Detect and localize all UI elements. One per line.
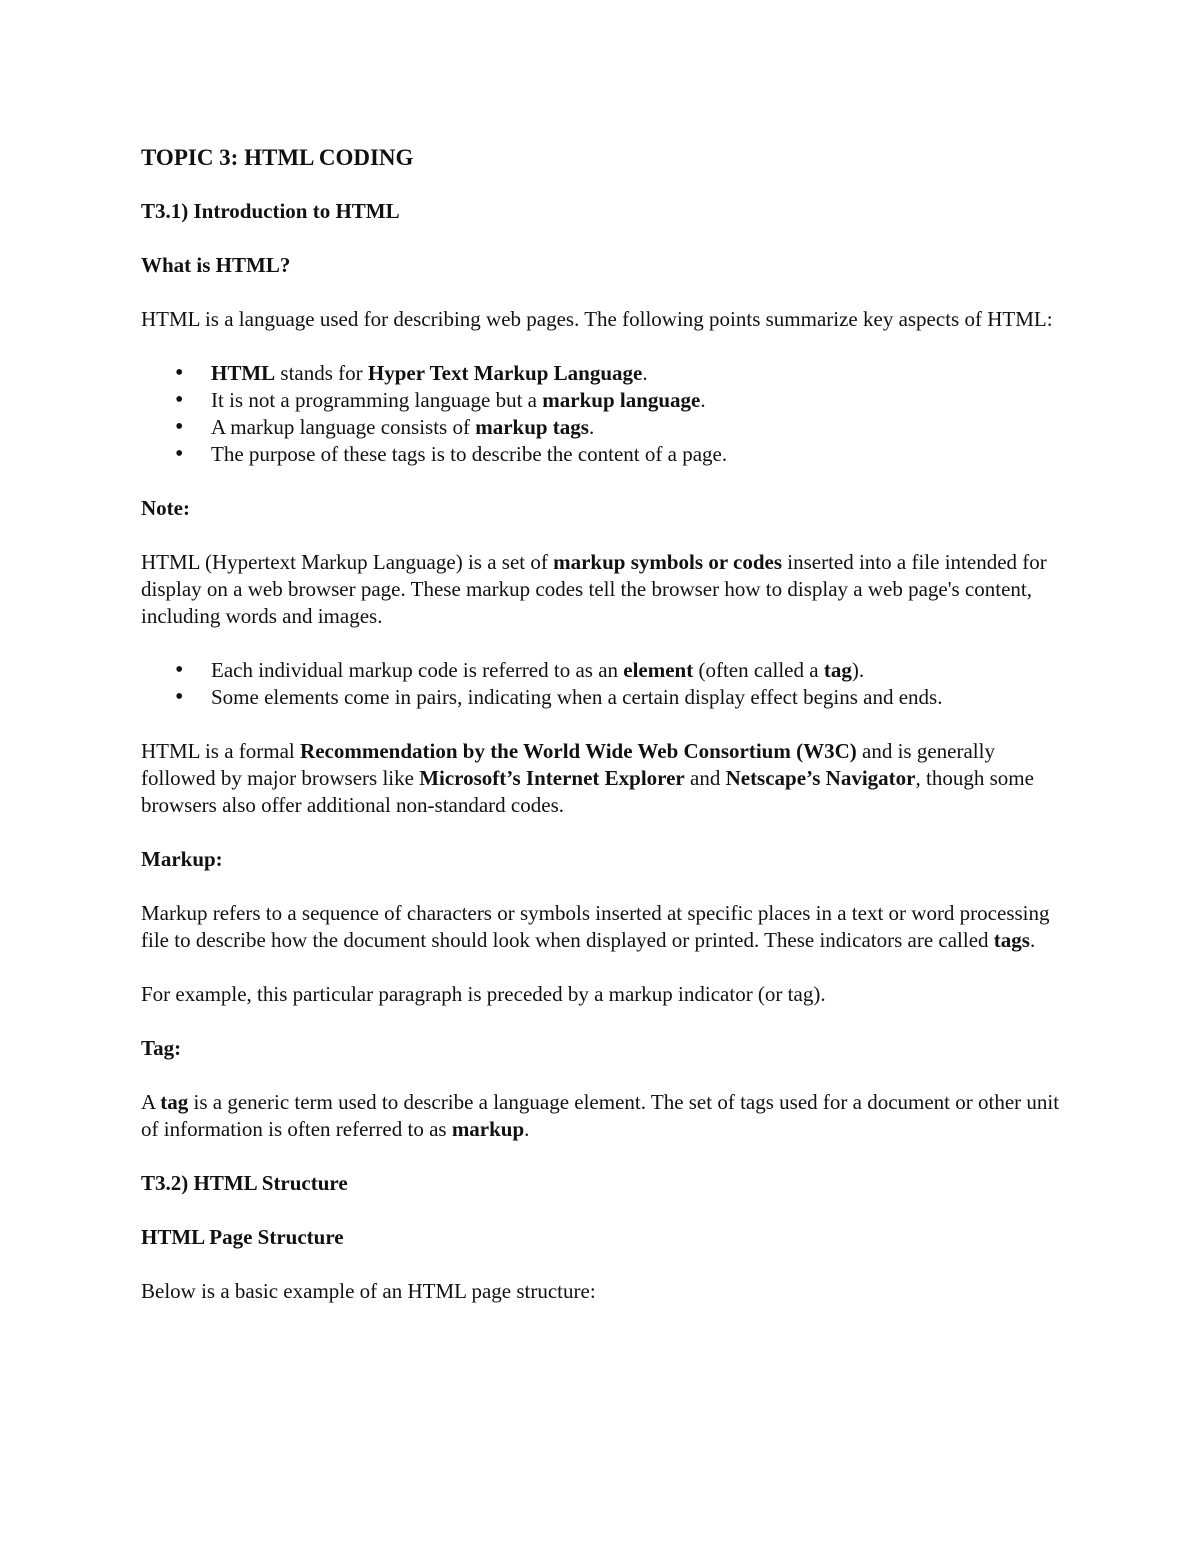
- section-heading-structure: T3.2) HTML Structure: [141, 1171, 348, 1195]
- intro-paragraph: HTML is a language used for describing web pages. The following points summarize key aspects of HTML:: [141, 307, 1053, 331]
- note-paragraph: HTML (Hypertext Markup Language) is a set of markup symbols or codes inserted into a file intended for display on a web browser page. These markup codes tell the browser how to display a web page's content, including words and images.: [141, 550, 1047, 628]
- html-facts-list: [141, 360, 1060, 468]
- subheading-tag: Tag:: [141, 1036, 182, 1060]
- list-item: • A markup language consists of markup tags.: [211, 414, 1060, 441]
- list-item: • Each individual markup code is referred to as an element (often called a tag).: [211, 657, 1060, 684]
- note-list: [141, 657, 1060, 711]
- subheading-note: Note:: [141, 496, 190, 520]
- subheading-what-is-html: What is HTML?: [141, 253, 291, 277]
- markup-paragraph: Markup refers to a sequence of characters or symbols inserted at specific places in a text or word processing file to describe how the document should look when displayed or printed. These indicators are called tags.: [141, 901, 1050, 952]
- subheading-markup: Markup:: [141, 847, 223, 871]
- w3c-paragraph: HTML is a formal Recommendation by the World Wide Web Consortium (W3C) and is generally followed by major browsers like Microsoft’s Internet Explorer and Netscape’s Navigator, though some browsers also offer additional non-standard codes.: [141, 739, 1034, 817]
- section-heading-intro: T3.1) Introduction to HTML: [141, 199, 400, 223]
- list-item: • The purpose of these tags is to describe the content of a page.: [211, 441, 1060, 468]
- list-item: • HTML stands for Hyper Text Markup Language.: [211, 360, 1060, 387]
- structure-intro-paragraph: Below is a basic example of an HTML page structure:: [141, 1279, 596, 1303]
- subheading-page-structure: HTML Page Structure: [141, 1225, 344, 1249]
- example-paragraph: For example, this particular paragraph is preceded by a markup indicator (or tag).: [141, 982, 826, 1006]
- tag-paragraph: A tag is a generic term used to describe a language element. The set of tags used for a document or other unit of information is often referred to as markup.: [141, 1090, 1060, 1141]
- list-item: • Some elements come in pairs, indicating when a certain display effect begins and ends.: [211, 684, 1060, 711]
- list-item: • It is not a programming language but a markup language.: [211, 387, 1060, 414]
- document-title: TOPIC 3: HTML CODING: [141, 145, 414, 170]
